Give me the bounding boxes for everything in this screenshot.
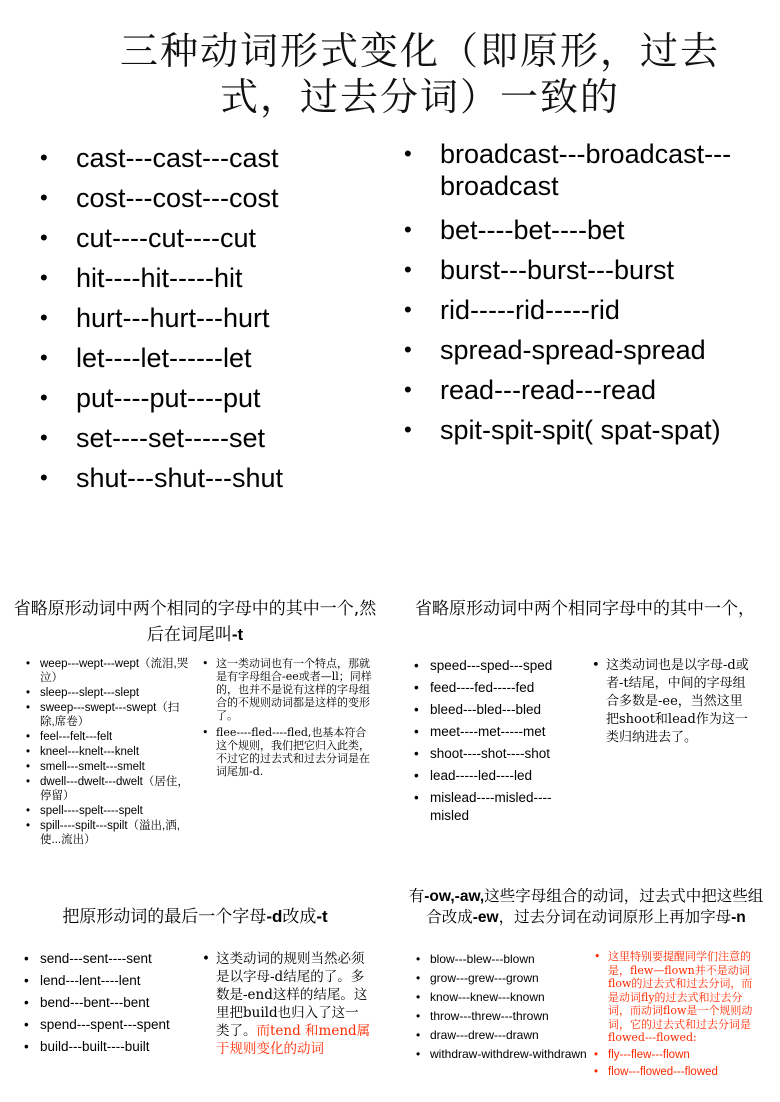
title-bold: -ew: [472, 909, 499, 926]
list-item: • bend---bent---bent: [24, 994, 204, 1012]
title-bold: -d: [266, 907, 283, 926]
verb-list: [24, 950, 204, 1060]
explanation-note: [202, 950, 372, 1058]
list-item: • burst---burst---burst: [400, 250, 760, 290]
title-text: 省略原形动词中两个相同的字母中的其中一个,然后在词尾叫: [13, 599, 377, 645]
title-bold: -t: [316, 907, 328, 926]
list-item: • bet----bet----bet: [400, 210, 760, 250]
list-item: • throw---threw---thrown: [416, 1009, 591, 1024]
note-example: • flow---flowed---flowed: [594, 1066, 762, 1080]
list-item: • draw---drew---drawn: [416, 1028, 591, 1043]
list-item: • lead-----led----led: [414, 767, 584, 785]
list-item: • spit-spit-spit( spat-spat): [400, 410, 760, 450]
list-item: • lend---lent----lent: [24, 972, 204, 990]
list-item: • hurt---hurt---hurt: [36, 298, 376, 338]
title-text: ，过去分词在动词原形上再加字母: [498, 908, 732, 926]
list-item: • know---knew---known: [416, 990, 591, 1005]
title-bold: -n: [731, 909, 746, 926]
verb-list: [416, 952, 591, 1066]
title-text: 这些字母组合的动词，过去式中把这些组合改成: [426, 887, 764, 926]
slide-double-letter: [390, 585, 780, 855]
title-text: 把原形动词的最后一个字母: [62, 907, 267, 927]
slide-title: [10, 597, 380, 648]
note-text: 这类动词的规则当然必须是以字母-d结尾的了。多数是-end这样的结尾。这里把build也归入了这一类了。: [216, 951, 368, 1039]
note-paragraph: [202, 950, 372, 1058]
note-paragraph: • flee----fled----fled,也基本符合这个规则，我们把它归入此类，不过它的过去式和过去分词是在词尾加-d.: [202, 726, 372, 778]
list-item: • bleed---bled---bled: [414, 701, 584, 719]
slide-title: 省略原形动词中两个相同字母中的其中一个，: [415, 599, 755, 619]
list-item: • spill----spilt---spilt（溢出,洒,使...流出）: [26, 819, 191, 847]
note-paragraph: • 这一类动词也有一个特点，那就是有字母组合-ee或者—ll；同样的，也并不是说有这样的字母组合的不规则动词都是这样的变形了。: [202, 657, 372, 722]
title-text: 有: [408, 887, 425, 905]
list-item: • sleep---slept---slept: [26, 686, 191, 700]
list-item: • withdraw-withdrew-withdrawn: [416, 1047, 591, 1062]
explanation-note: [202, 657, 372, 778]
list-item: • meet----met-----met: [414, 723, 584, 741]
slide-title: 三种动词形式变化（即原形，过去式，过去分词）一致的: [119, 29, 720, 119]
verb-list-right: [400, 138, 760, 450]
verb-list-left: [36, 138, 376, 498]
slide-title: [10, 904, 380, 930]
list-item: • mislead----misled----misled: [414, 789, 584, 825]
list-item: • feel---felt---felt: [26, 730, 191, 744]
list-item: • let----let------let: [36, 338, 376, 378]
explanation-note: [594, 950, 762, 1080]
list-item: • cut----cut----cut: [36, 218, 376, 258]
explanation-note: [592, 657, 752, 747]
list-item: • feed----fed-----fed: [414, 679, 584, 697]
title-bold: -ow,-aw,: [424, 888, 485, 905]
list-item: • cost---cost---cost: [36, 178, 376, 218]
list-item: • speed---sped---sped: [414, 657, 584, 675]
list-item: • hit----hit-----hit: [36, 258, 376, 298]
list-item: • spell----spelt----spelt: [26, 804, 191, 818]
list-item: • cast---cast---cast: [36, 138, 376, 178]
list-item: • kneel---knelt---knelt: [26, 745, 191, 759]
list-item: • sweep---swept---swept（扫除,席卷）: [26, 701, 191, 729]
list-item: • blow---blew---blown: [416, 952, 591, 967]
title-text: 改成: [282, 907, 317, 927]
list-item: • dwell---dwelt---dwelt（居住，停留）: [26, 775, 191, 803]
list-item: • shoot----shot----shot: [414, 745, 584, 763]
note-paragraph: • 这里特别要提醒同学们注意的是，flew—flown并不是动词flow的过去式和过去分词，而是动词fly的过去式和过去分词，而动词flow是一个规则动词，它的过去式和过去分词是flowed---flowed:: [594, 950, 762, 1045]
list-item: • smell---smelt---smelt: [26, 760, 191, 774]
list-item: • spend---spent---spent: [24, 1016, 204, 1034]
list-item: • grow---grew---grown: [416, 971, 591, 986]
note-paragraph: • 这类动词也是以字母-d或者-t结尾，中间的字母组合多数是-ee，当然这里把shoot和lead作为这一类归纳进去了。: [592, 657, 752, 747]
note-highlight: 而tend 和mend属于规则变化的动词: [216, 1023, 371, 1057]
list-item: • send---sent----sent: [24, 950, 204, 968]
list-item: • broadcast---broadcast---broadcast: [400, 138, 760, 202]
verb-list: [26, 657, 191, 848]
list-item: • spread-spread-spread: [400, 330, 760, 370]
title-suffix: -t: [231, 625, 244, 644]
slide-ow-aw-ew: [390, 880, 780, 1102]
list-item: • read---read---read: [400, 370, 760, 410]
list-item: • build---built----built: [24, 1038, 204, 1056]
slide-title: [404, 886, 768, 928]
slide-d-to-t: [0, 880, 390, 1102]
note-example: • fly---flew---flown: [594, 1049, 762, 1063]
verb-list: [414, 657, 584, 829]
slide-double-letter-t: [0, 585, 390, 855]
list-item: • rid-----rid-----rid: [400, 290, 760, 330]
list-item: • shut---shut---shut: [36, 458, 376, 498]
list-item: • put----put----put: [36, 378, 376, 418]
list-item: • set----set-----set: [36, 418, 376, 458]
list-item: • weep---wept---wept（流泪,哭泣）: [26, 657, 191, 685]
